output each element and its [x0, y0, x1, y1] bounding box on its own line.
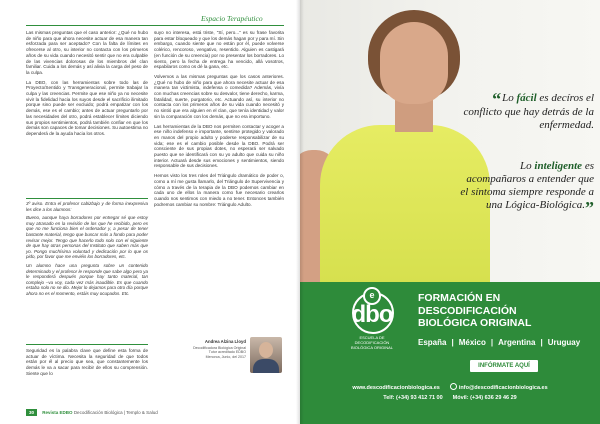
author-role-line: Decodificadora Biológica Original	[193, 346, 246, 350]
right-page-ad	[300, 0, 600, 424]
author-photo-body	[253, 359, 279, 373]
email-icon	[450, 383, 457, 390]
author-role-line: Menorca, Junio, del 2017	[205, 354, 246, 359]
country: México	[458, 338, 486, 347]
paragraph: La DBO, con las herramientas sobre todo las de Proyecto/Sentido y Transgeneracional, permite trabajar la culpa y las creencias. Permite que ese niño ya no necesite vivir la fidelidad hacia los suyos desde el sacrificio ilimitado porque sino puede ser excluido; podrá empatizar con los demás, ese es el cambio; antes de actuar preguntarlo por las necesidades del otro, podrá establecer límites diciendo sus propios sentimientos, podrá también confiar en que los demás son capaces de tomar decisiones. Su autoestima no dependerá de la ayuda hacia los otros.	[26, 79, 148, 136]
logo-top-letter: e	[363, 287, 381, 305]
author-photo-head	[259, 342, 273, 358]
paragraph: Hemos visto los tres roles del Triángulo dramático de poder o, como a mí me gusta llamarlo, del Triángulo de Supervivencia y cómo a través de la terapia de la DBO podemos cambiar en cada uno de ellos la manera como fue necesario crearlos cuando nos sentimos con miedo a no tener. Entonces también podremos cambiar su nombre: Triángulo Adulto.	[154, 173, 284, 207]
ad-title-line: BIOLÓGICA ORIGINAL	[418, 317, 532, 329]
author-photo	[250, 337, 282, 373]
author-role	[174, 346, 246, 359]
ad-quote-2	[458, 160, 594, 218]
website-link[interactable]: www.descodificacionbiologica.es	[352, 385, 440, 391]
quote-text: es decíros el conflicto que hay detrás de la enfermedad.	[463, 92, 594, 131]
quote-highlight: fácil	[516, 92, 537, 104]
paragraph: Las mismas preguntas que el caso anterior: ¿Qué no hubo de niño para que ahora necesite actuar de esa manera tan esforzada para ser aceptado? Con la falta de límites en ofrecerse al otro, su interior no contacta con los primeros años de su vida cuando necesitó sentir que no era culpable de las vivencias dolorosas de los miembros del clan familiar. Cuida a los demás y así alivia la carga del peso de la culpa.	[26, 30, 148, 75]
paragraph: suyo no interesa, está triste, "Sí, pero..." es su frase favorita para estar bloqueado y que los demás hagan por y para mí. Sin embargo, cuando siente que no están por él, puede volverse colérico, rencoroso, vengativo, resentido. Alguien es castigará (en función de su creencia) por no presentar los borradores. Lo siento, pero la fecha de entrega ha vencido, allá vosotros, espabilaros como os dé la gana, etc.	[154, 30, 284, 70]
country: España	[418, 338, 447, 347]
country: Argentina	[498, 338, 536, 347]
info-button[interactable]: INFÓRMATE AQUÍ	[470, 360, 538, 372]
quote-paragraph: Un alumno hace una pregunta sobre un contenido determinado y el profesor le responde que sabe algo pero ya le responderá después porque hay tanto material, tan complejo –va voy, cada vez más inaudible. Es que cuando estaba solo no se dio. Mejor lo dejamos para otro día porque ahora no es el momento, estáis muy ocupados. Etc.	[26, 262, 148, 296]
page-footer	[26, 409, 158, 416]
magazine-name: Revista EDBO	[42, 410, 73, 415]
phone-number: Telf: (+34) 93 412 71 00	[383, 395, 443, 401]
ad-title-line: DESCODIFICACIÓN	[418, 304, 517, 317]
author-role-line: Tutor acreditado EDBO	[208, 350, 246, 355]
paragraph: Volvemos a las mismas preguntas que los casos anteriores. ¿Qué no hubo de niño para que ahora necesite actuar de esa manera tan victimista, indefensa o comedida? Además, vivía con muchas creencias sobre su desvalor, tiene derecho, karma, fatalidad, suerte, purgatorio, etc. Actuando así, su interior no contacta con los primeros años de su vida cuando necesitó y no sintió que era alguien en el clan, que tenía identidad y valor sin la comparación con los demás, que no era importuno.	[154, 73, 284, 119]
email-link[interactable]: info@descodificacionbiologica.es	[458, 385, 548, 391]
article-column-1-bottom	[26, 348, 148, 381]
author-box	[174, 337, 284, 387]
ad-title	[418, 292, 594, 330]
edbo-logo	[344, 290, 400, 358]
contact-web-row	[300, 383, 600, 391]
country: Uruguay	[547, 338, 581, 347]
quote-text: Lo	[520, 160, 535, 172]
quote-paragraph: Bueno, aunque haya borradores por entregar sé que estoy muy atrasado en la revisión de los que he recibido, pero es que no me funciona bien el ordenador y, a pesar de tener bastante material, tengo que buscar más a fondo para poder revisar mejor. Tengo que hacerlo todo solo con el siguiente de que hay otras personas del Instituto que saben más que yo. Pongo muchísima voluntad y dedicación por lo que os pido, por favor que me enviéis los borradores, etc.	[26, 215, 148, 260]
quote-open-icon: “	[492, 89, 502, 109]
contact-phone-row	[300, 395, 600, 401]
mobile-number: Móvil: (+34) 636 29 46 29	[452, 395, 517, 401]
ad-photo	[300, 0, 600, 282]
author-name: Andrea Alzina Lloyd	[204, 339, 246, 344]
quote-text: Lo	[502, 92, 517, 104]
paragraph: Seguridad es la palabra clave que define esta forma de actuar de víctima. Necesita la seguridad de que todos están por él al precio que sea, que constantemente los demás le va a sacar para recibir de ellos su comprensión. Siente que lo	[26, 348, 148, 376]
logo-subtitle: ESCUELA DE DECODIFICACIÓN BIOLÓGICA ORIGINAL	[350, 335, 393, 350]
logo-letters: dbo	[351, 301, 393, 328]
country-list: España | México | Argentina | Uruguay	[418, 338, 581, 347]
article-column-1	[26, 30, 148, 141]
quote-close-icon: ”	[585, 198, 594, 218]
ad-title-line: FORMACIÓN EN	[418, 292, 501, 304]
page-gutter	[296, 0, 304, 424]
page-number: 30	[26, 409, 37, 416]
quote-paragraph: 3º aviso. Entra el profesor cabizbajo y de forma inexpresiva les dice a los alumnos:	[26, 201, 148, 212]
footer-section: Decodificación Biológica | Templo & Salud	[73, 410, 158, 415]
quote-box	[26, 201, 148, 297]
quote-text: es acompañaros a entender que el síntoma siempre responde a una Lógica-Biológica.	[460, 160, 594, 211]
paragraph: Las herramientas de la DBO nos permiten contactar y acoger a ese niño indefenso e importante, sentirse protegido y valorado en manos del propio adulto y poderse responsabilizar de su vida; ese es el cambio posible desde la DBO. Podrá ser consciente de sus propias dotes, no esperará ser salvado puesto que se identificará con su yo adulto que cuida su niño interior. Actuará desde sus emociones y sentimientos, siendo responsable de sus decisiones.	[154, 123, 284, 169]
ad-quote-1	[460, 89, 594, 132]
section-title: Espacio Terapéutico	[201, 14, 263, 23]
article-column-2	[154, 30, 284, 211]
quote-highlight: inteligente	[534, 160, 583, 172]
quote-divider-bottom	[26, 344, 148, 345]
title-divider	[26, 25, 284, 26]
quote-divider-top	[26, 198, 148, 199]
photo-face	[380, 22, 448, 104]
